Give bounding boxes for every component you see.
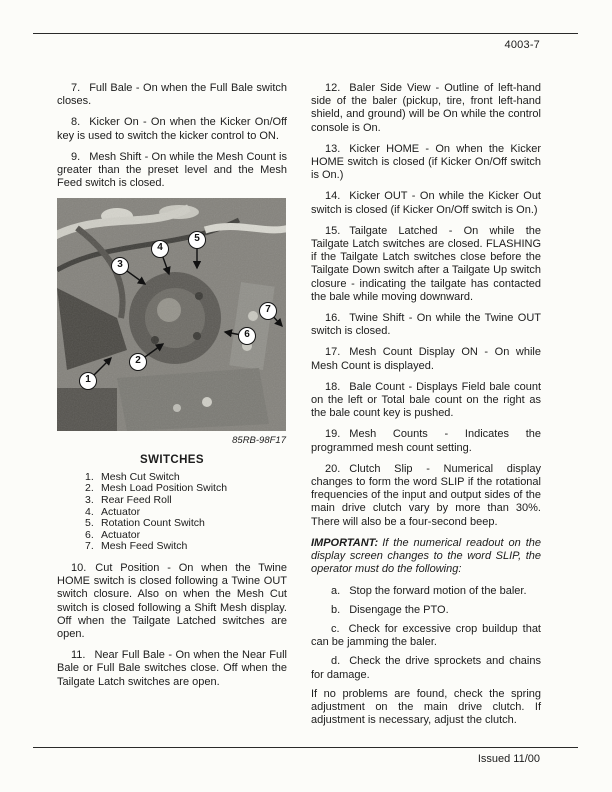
paragraph-number: 15.: [325, 224, 341, 237]
paragraph-13: [311, 143, 541, 183]
paragraph-12: [311, 82, 541, 135]
step-letter: a.: [331, 584, 341, 597]
legend-number: 3.: [85, 494, 94, 507]
figure-caption: 85RB-98F17: [232, 435, 286, 447]
paragraph-number: 16.: [325, 312, 341, 325]
step-letter: b.: [331, 603, 341, 616]
step-d: [311, 655, 541, 681]
switches-heading: SWITCHES: [140, 453, 204, 466]
callout-4: 4: [151, 240, 169, 258]
footer-rule: [33, 747, 578, 748]
paragraph-19: [311, 428, 541, 454]
paragraph-text: Kicker HOME - On when the Kicker HOME switch is closed (if Kicker On/Off switch is On.): [311, 142, 541, 182]
machinery-photo-illustration: [57, 198, 286, 431]
paragraph-17: [311, 346, 541, 372]
paragraph-7: [57, 82, 287, 108]
paragraph-number: 8.: [71, 116, 81, 129]
paragraph-11: [57, 649, 287, 689]
paragraph-number: 18.: [325, 380, 341, 393]
legend-label: Rear Feed Roll: [101, 494, 172, 507]
left-column: [57, 82, 287, 735]
legend-number: 2.: [85, 482, 94, 495]
legend-number: 1.: [85, 470, 94, 483]
step-letter: c.: [331, 622, 340, 635]
callout-2: 2: [129, 353, 147, 371]
legend-number: 6.: [85, 528, 94, 541]
step-a: [311, 585, 541, 598]
step-b: [311, 604, 541, 617]
callout-1: 1: [79, 372, 97, 390]
paragraph-text: Twine Shift - On while the Twine OUT switch is closed.: [311, 312, 541, 338]
paragraph-text: Near Full Bale - On when the Near Full Bale or Full Bale switches close. Off when the Tailgate Latch switches are open.: [57, 649, 287, 688]
step-text: Stop the forward motion of the baler.: [349, 584, 527, 597]
step-text: Check the drive sprockets and chains for damage.: [311, 655, 541, 681]
paragraph-15: [311, 225, 541, 304]
paragraph-number: 11.: [71, 649, 86, 662]
step-letter: d.: [331, 655, 341, 668]
right-column: [311, 82, 541, 735]
paragraph-number: 14.: [325, 190, 341, 203]
paragraph-number: 9.: [71, 150, 81, 163]
two-column-body: [57, 82, 541, 735]
paragraph-number: 17.: [325, 346, 341, 359]
step-c: [311, 623, 541, 649]
important-label: IMPORTANT:: [311, 536, 379, 549]
paragraph-number: 13.: [325, 142, 341, 155]
paragraph-text: Tailgate Latched - On while the Tailgate Latch switches are closed. FLASHING if the Tailgate Latch switches close before the Tailgate Down switch after a Tailgate Up switch closure - indicating the tailgate has contacted the bale while moving downward.: [311, 224, 541, 303]
paragraph-text: Kicker On - On when the Kicker On/Off key is used to switch the kicker control to ON.: [57, 116, 287, 142]
callout-5: 5: [188, 231, 206, 249]
paragraph-text: Bale Count - Displays Field bale count on the left or Total bale count on the right as the bale count key is pushed.: [311, 380, 541, 420]
paragraph-text: Mesh Shift - On while the Mesh Count is greater than the preset level and the Mesh Feed switch is closed.: [57, 150, 287, 190]
paragraph-number: 19.: [325, 428, 341, 441]
paragraph-14: [311, 190, 541, 216]
paragraph-text: Cut Position - On when the Twine HOME switch is closed following a Twine OUT switch closure. Also on when the Mesh Cut switch is closed following a Shift Mesh display. Off when the Tailgate Latched switches are open.: [57, 561, 287, 640]
legend-label: Actuator: [101, 505, 141, 518]
legend-label: Mesh Cut Switch: [101, 470, 180, 483]
paragraph-number: 7.: [71, 82, 81, 94]
paragraph-10: [57, 562, 287, 641]
paragraph-text: Kicker OUT - On while the Kicker Out switch is closed (if Kicker On/Off switch is On.): [311, 190, 541, 216]
paragraph-18: [311, 381, 541, 421]
figure-baler-switch-photo: [57, 198, 286, 431]
step-text: Disengage the PTO.: [349, 603, 449, 616]
legend-label: Mesh Load Position Switch: [101, 482, 228, 495]
legend-label: Actuator: [101, 528, 141, 541]
paragraph-8: [57, 116, 287, 142]
legend-number: 4.: [85, 505, 94, 518]
paragraph-text: Full Bale - On when the Full Bale switch closes.: [57, 82, 287, 108]
legend-label: Mesh Feed Switch: [101, 540, 188, 553]
step-text: Check for excessive crop buildup that can be jamming the baler.: [311, 622, 541, 649]
important-text: If the numerical readout on the display screen changes to the word SLIP, the operator must do the following:: [311, 536, 541, 576]
callout-6: 6: [238, 327, 256, 345]
paragraph-text: Baler Side View - Outline of left-hand side of the baler (pickup, tire, front left-hand shield, and ground) will be On while the control console is On.: [311, 82, 541, 134]
header-rule: [33, 33, 578, 34]
switches-legend-list: [85, 472, 287, 553]
paragraph-number: 10.: [71, 561, 87, 574]
paragraph-number: 12.: [325, 82, 341, 94]
paragraph-16: [311, 312, 541, 338]
callout-7: 7: [259, 302, 277, 320]
paragraph-text: Mesh Count Display ON - On while Mesh Count is displayed.: [311, 346, 541, 372]
closing-paragraph: If no problems are found, check the spring adjustment on the main drive clutch. If adjustment is necessary, adjust the clutch.: [311, 687, 541, 727]
page-number: 4003-7: [504, 39, 540, 51]
footer-issued-date: Issued 11/00: [477, 753, 540, 765]
paragraph-9: [57, 151, 287, 191]
legend-number: 7.: [85, 540, 94, 553]
callout-3: 3: [111, 257, 129, 275]
legend-item: [85, 541, 287, 553]
legend-number: 5.: [85, 517, 94, 530]
legend-label: Rotation Count Switch: [101, 517, 205, 530]
paragraph-text: Clutch Slip - Numerical display changes to form the word SLIP if the rotational frequencies of the input and output sides of the main drive clutch vary by more than 30%. There will also be a four-second beep.: [311, 462, 541, 528]
paragraph-number: 20.: [325, 462, 341, 475]
important-note: [311, 537, 541, 577]
paragraph-20: [311, 463, 541, 529]
paragraph-text: Mesh Counts - Indicates the programmed mesh count setting.: [311, 428, 541, 454]
